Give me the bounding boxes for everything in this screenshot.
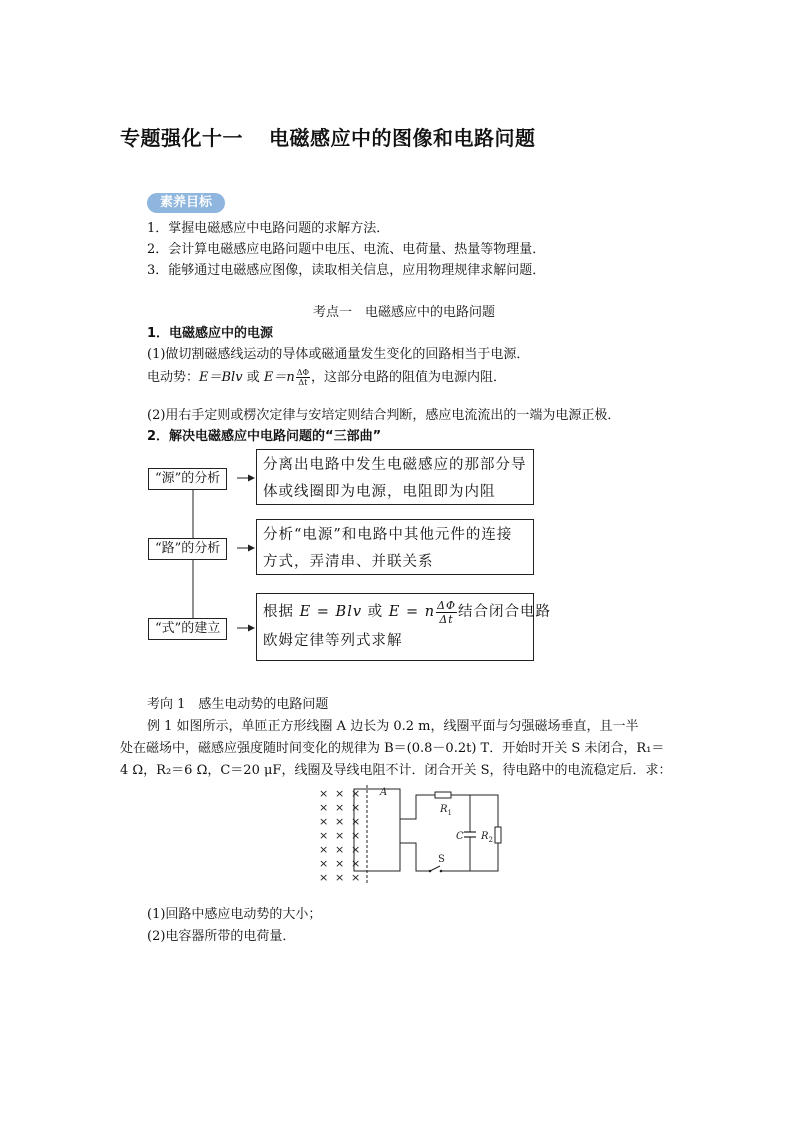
eq-formula-1: E = Blv	[299, 604, 363, 620]
r1-label: $R_1$	[440, 804, 452, 817]
goal-item-2: 2．会计算电磁感应电路问题中电压、电流、电荷量、热量等物理量．	[147, 242, 546, 257]
switch-s	[430, 866, 440, 871]
flow-desc-equation-line1	[263, 596, 552, 628]
flow-label-equation: “式”的建立	[148, 618, 227, 640]
goal-item-3: 3．能够通过电磁感应图像，读取相关信息，应用物理规律求解问题．	[147, 263, 546, 278]
eq-formula-2: E = n	[388, 604, 436, 620]
field-mark: ×	[335, 843, 345, 856]
eq-fraction-den: Δt	[439, 612, 454, 626]
field-mark: ×	[351, 829, 361, 842]
emf-suffix: ，这部分电路的阻值为电源内阻．	[311, 370, 507, 385]
emf-prefix: 电动势：	[147, 370, 200, 385]
field-mark: ×	[335, 829, 345, 842]
emf-fraction-den: Δt	[298, 378, 308, 387]
resistor-r1	[435, 792, 451, 798]
problem-line-2: 处在磁场中，磁感应强度随时间变化的规律为 B＝(0.8－0.2t) T．开始时开关 S 未闭合，R₁＝	[120, 741, 665, 756]
field-mark: ×	[319, 801, 329, 814]
flow-label-circuit: “路”的分析	[148, 538, 227, 560]
problem-heading: 考向 1 感生电动势的电路问题	[147, 697, 329, 712]
field-mark: ×	[335, 815, 345, 828]
problem-line-1: 例 1 如图所示，单匝正方形线圈 A 边长为 0.2 m，线圈平面与匀强磁场垂直，且一半	[147, 719, 639, 734]
field-mark: ×	[351, 843, 361, 856]
emf-fraction-num: ΔΦ	[296, 368, 310, 377]
circuit-figure	[310, 783, 510, 888]
emf-formula-1: E＝Blv	[199, 370, 243, 385]
title-part2: 电磁感应中的图像和电路问题	[269, 126, 536, 150]
goals-badge: 素养目标	[147, 193, 225, 213]
eq-pre: 根据	[263, 604, 300, 620]
eq-fraction-num: ΔΦ	[437, 598, 457, 612]
question-1: (1)回路中感应电动势的大小；	[147, 907, 322, 922]
section-heading: 考点一 电磁感应中的电路问题	[313, 305, 496, 320]
resistor-r2	[495, 827, 501, 843]
field-mark: ×	[319, 843, 329, 856]
emf-formula-2: E＝n	[263, 370, 295, 385]
field-mark: ×	[319, 815, 329, 828]
eq-post: 结合闭合电路	[458, 604, 552, 620]
question-2: (2)电容器所带的电荷量．	[147, 929, 296, 944]
field-mark: ×	[351, 815, 361, 828]
field-mark: ×	[351, 801, 361, 814]
s-label: S	[438, 854, 445, 865]
field-mark: ×	[351, 857, 361, 870]
flow-desc-equation	[256, 593, 552, 661]
flow-label-source: “源”的分析	[148, 468, 227, 490]
field-mark: ×	[319, 857, 329, 870]
field-mark: ×	[319, 787, 329, 800]
paragraph-1: (1)做切割磁感线运动的导体或磁通量发生变化的回路相当于电源．	[147, 347, 530, 362]
goal-item-1: 1．掌握电磁感应中电路问题的求解方法．	[147, 221, 390, 236]
flow-desc-circuit: 分析“电源”和电路中其他元件的连接方式，弄清串、并联关系	[256, 519, 534, 575]
flow-desc-source: 分离出电路中发生电磁感应的那部分导体或线圈即为电源，电阻即为内阻	[256, 449, 534, 505]
field-mark: ×	[351, 787, 361, 800]
emf-or: 或	[242, 370, 264, 385]
problem-line-3: 4 Ω，R₂＝6 Ω，C＝20 μF，线圈及导线电阻不计．闭合开关 S，待电路中的电流稳定后．求：	[120, 763, 672, 778]
field-mark: ×	[335, 857, 345, 870]
field-mark: ×	[335, 787, 345, 800]
r2-label: $R_2$	[481, 831, 493, 844]
c-label: C	[456, 831, 464, 842]
field-mark: ×	[351, 871, 361, 884]
subheading-three-steps: 2．解决电磁感应中电路问题的“三部曲”	[147, 429, 382, 444]
field-mark: ×	[319, 829, 329, 842]
flow-desc-equation-line2: 欧姆定律等列式求解	[263, 633, 403, 649]
title-part1: 专题强化十一	[120, 126, 243, 150]
field-mark: ×	[319, 871, 329, 884]
coil-label: A	[380, 787, 388, 798]
field-mark: ×	[335, 801, 345, 814]
coil-a	[354, 789, 400, 871]
paragraph-2: (2)用右手定则或楞次定律与安培定则结合判断，感应电流流出的一端为电源正极．	[147, 408, 621, 423]
field-mark: ×	[335, 871, 345, 884]
eq-or: 或	[362, 604, 389, 620]
subheading-power-source: 1．电磁感应中的电源	[147, 326, 274, 341]
eq-fraction	[436, 599, 457, 626]
